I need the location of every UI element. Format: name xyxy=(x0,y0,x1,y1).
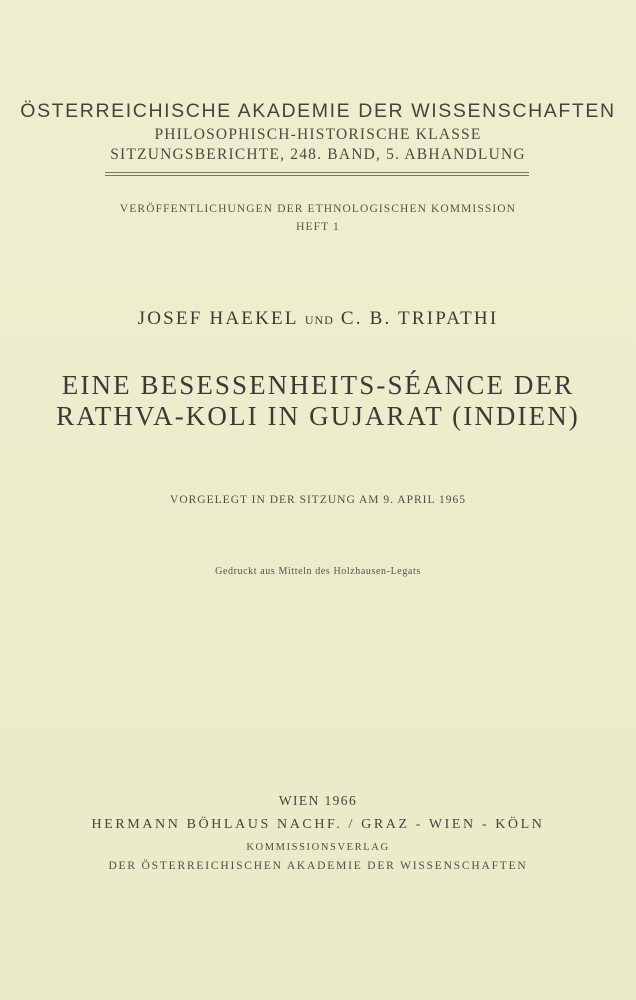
header-divider-bottom xyxy=(105,175,529,176)
academy-name: ÖSTERREICHISCHE AKADEMIE DER WISSENSCHAFTEN xyxy=(20,100,616,122)
imprint-publisher: HERMANN BÖHLAUS NACHF. / GRAZ - WIEN - KÖLN xyxy=(91,817,545,832)
authors-line xyxy=(0,308,636,330)
imprint-place-year: WIEN 1966 xyxy=(278,793,358,808)
presentation-note: VORGELEGT IN DER SITZUNG AM 9. APRIL 1965 xyxy=(170,494,466,506)
header-divider-top xyxy=(105,172,529,173)
author-conjunction: UND xyxy=(304,313,334,327)
book-title-line-2: RATHVA-KOLI IN GUJARAT (INDIEN) xyxy=(56,401,580,431)
author-2: C. B. TRIPATHI xyxy=(340,308,499,329)
author-1: JOSEF HAEKEL xyxy=(137,308,298,329)
imprint-commission: KOMMISSIONSVERLAG xyxy=(246,842,390,853)
class-name: PHILOSOPHISCH-HISTORISCHE KLASSE xyxy=(154,126,482,143)
printing-note: Gedruckt aus Mitteln des Holzhausen-Legats xyxy=(215,566,421,577)
series-issue: HEFT 1 xyxy=(296,221,340,233)
imprint-academy: DER ÖSTERREICHISCHEN AKADEMIE DER WISSENSCHAFTEN xyxy=(108,860,528,872)
series-name: VERÖFFENTLICHUNGEN DER ETHNOLOGISCHEN KOMMISSION xyxy=(119,203,517,215)
book-title-line-1: EINE BESESSENHEITS-SÉANCE DER xyxy=(61,370,575,400)
proceedings-volume: SITZUNGSBERICHTE, 248. BAND, 5. ABHANDLUNG xyxy=(110,146,526,163)
